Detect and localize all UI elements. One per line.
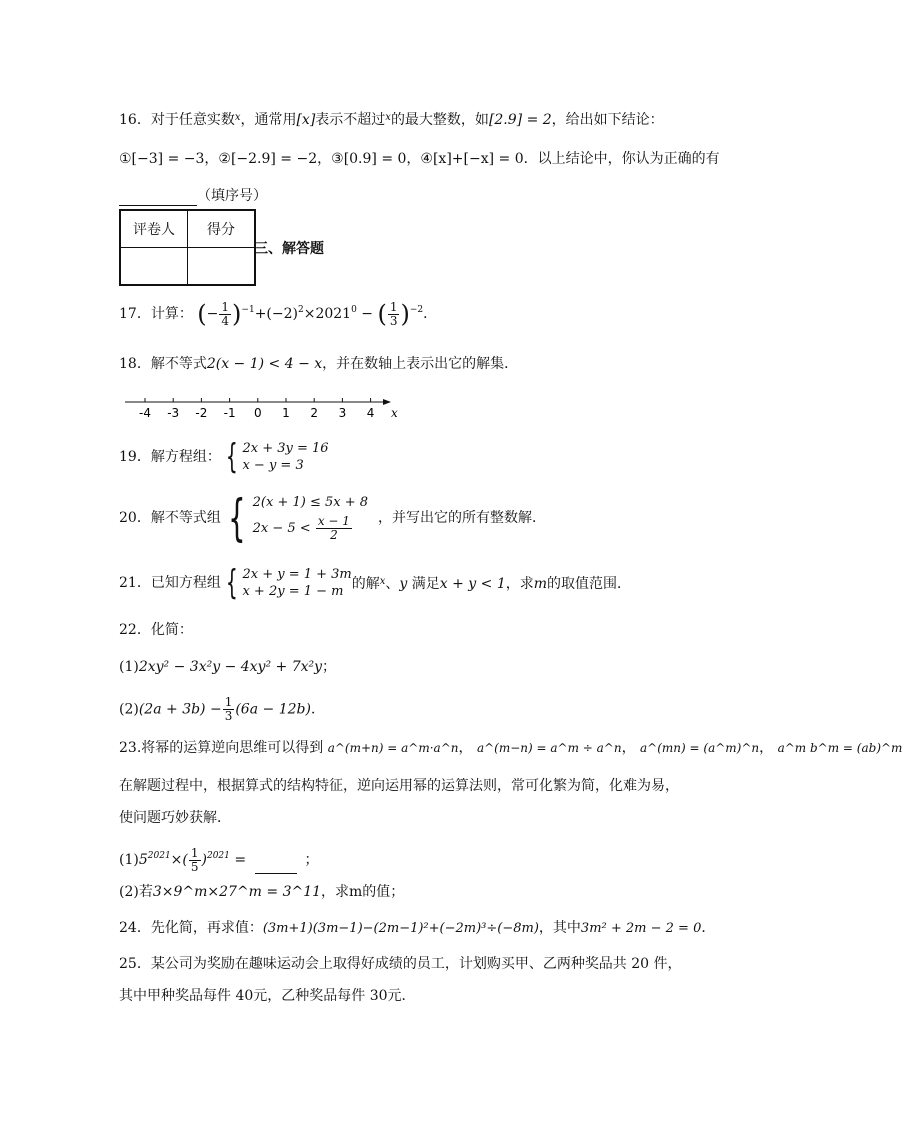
tick-label: -2: [195, 406, 208, 420]
q23-intro: 23.将幂的运算逆向思维可以得到 a^(m+n) = a^m·a^n， a^(m−n) = a^m ÷ a^n， a^(mn) = (a^m)^n， a^m b^m = (ab)^m: [119, 740, 902, 756]
tick-label: 2: [310, 406, 319, 420]
q23-formula-1: a^(m+n) = a^m·a^n: [327, 741, 459, 755]
q25-line1: 25．某公司为奖励在趣味运动会上取得好成绩的员工，计划购买甲、乙两种奖品共 20 件，: [119, 956, 682, 972]
score-cell[interactable]: [188, 248, 256, 286]
score-table: [119, 209, 256, 286]
q23-formula-4: a^m b^m = (ab)^m: [777, 741, 902, 755]
tick-label: 0: [253, 406, 262, 420]
q16-conclusion-3: ，③[0.9] = 0: [317, 151, 407, 167]
q16-line3: （填序号）: [119, 186, 267, 206]
q21: 21．已知方程组 { 2x + y = 1 + 3m x + 2y = 1 − m 的解$^x$、y 满足x + y < 1，求m的取值范围．: [119, 563, 632, 603]
q23-line3: 使问题巧妙获解．: [119, 810, 231, 826]
q16-line2: ①[−3] = −3，②[−2.9] = −2，③[0.9] = 0，④[x]+[−x] = 0．以上结论中，你认为正确的有: [119, 151, 720, 167]
score-table-header-score: 得分: [188, 210, 256, 248]
axis-variable-label: x: [391, 406, 398, 420]
section-title: 三、解答题: [254, 241, 324, 257]
q22-title: 22．化简：: [119, 622, 193, 638]
q23-formula-2: a^(m−n) = a^m ÷ a^n: [476, 741, 622, 755]
tick-label: -1: [223, 406, 236, 420]
q25-line2: 其中甲种奖品每件 40元，乙种奖品每件 30元．: [119, 988, 416, 1004]
q22-part1: (1)2xy² − 3x²y − 4xy² + 7x²y；: [119, 659, 337, 675]
tick-label: -3: [167, 406, 180, 420]
grader-cell[interactable]: [120, 248, 188, 286]
q18: 18．解不等式2(x − 1) < 4 − x，并在数轴上表示出它的解集．: [119, 356, 519, 372]
q16-conclusion-2: ，②[−2.9] = −2: [204, 151, 318, 167]
tick-label: 1: [282, 406, 290, 420]
tick-label: -4: [139, 406, 151, 420]
q23-formula-3: a^(mn) = (a^m)^n: [640, 741, 760, 755]
q20-ineq1: 2(x + 1) ≤ 5x + 8: [252, 495, 369, 510]
q23-answer-blank[interactable]: [255, 857, 297, 874]
q19: 19．解方程组： { 2x + 3y = 16 x − y = 3: [119, 437, 329, 477]
q16-example: [2.9] = 2: [488, 112, 552, 128]
q23-part2: (2)若3×9^m×27^m = 3^11，求m的值；: [119, 884, 405, 900]
number-line[interactable]: [125, 398, 405, 424]
q16-line1: 16．对于任意实数$^x$，通常用[x]表示不超过$^x$的最大整数，如[2.9] = 2，给出如下结论：: [119, 112, 664, 128]
q22-part2: (2)(2a + 3b) − $\frac{1}{3}$ (6a − 12b)．: [119, 695, 325, 723]
q16-conclusion-4: ，④[x]+[−x] = 0: [406, 151, 524, 167]
tick-label: 3: [338, 406, 347, 420]
q16-conclusion-1: ①[−3] = −3: [119, 151, 205, 167]
q23-line2: 在解题过程中，根据算式的结构特征，逆向运用幂的运算法则，常可化繁为简，化难为易，: [119, 778, 679, 794]
q17: 17．计算： (− $\frac{1}{4}$ )$^{-1}+(-2)^2\times 2021^0$ − ( $\frac{1}{3}$ )$^{-2}$．: [119, 299, 438, 328]
score-table-header-grader: 评卷人: [120, 210, 188, 248]
q23-part1: $(1)5^{2021}\times$( $\frac{1}{5}$ )$^{2021}$ = ；: [119, 845, 319, 874]
q24: 24．先化简，再求值：(3m+1)(3m−1)−(2m−1)²+(−2m)³÷(−8m)，其中3m² + 2m − 2 = 0．: [119, 920, 716, 936]
q19-eq1: 2x + 3y = 16: [242, 441, 329, 456]
answer-blank[interactable]: [119, 189, 197, 206]
tick-label: 4: [366, 406, 375, 420]
q19-eq2: x − y = 3: [242, 458, 304, 473]
q20: 20．解不等式组 { 2(x + 1) ≤ 5x + 8 2x − 5 < $\frac{x - 1}{2}$ ，并写出它的所有整数解．: [119, 489, 547, 547]
